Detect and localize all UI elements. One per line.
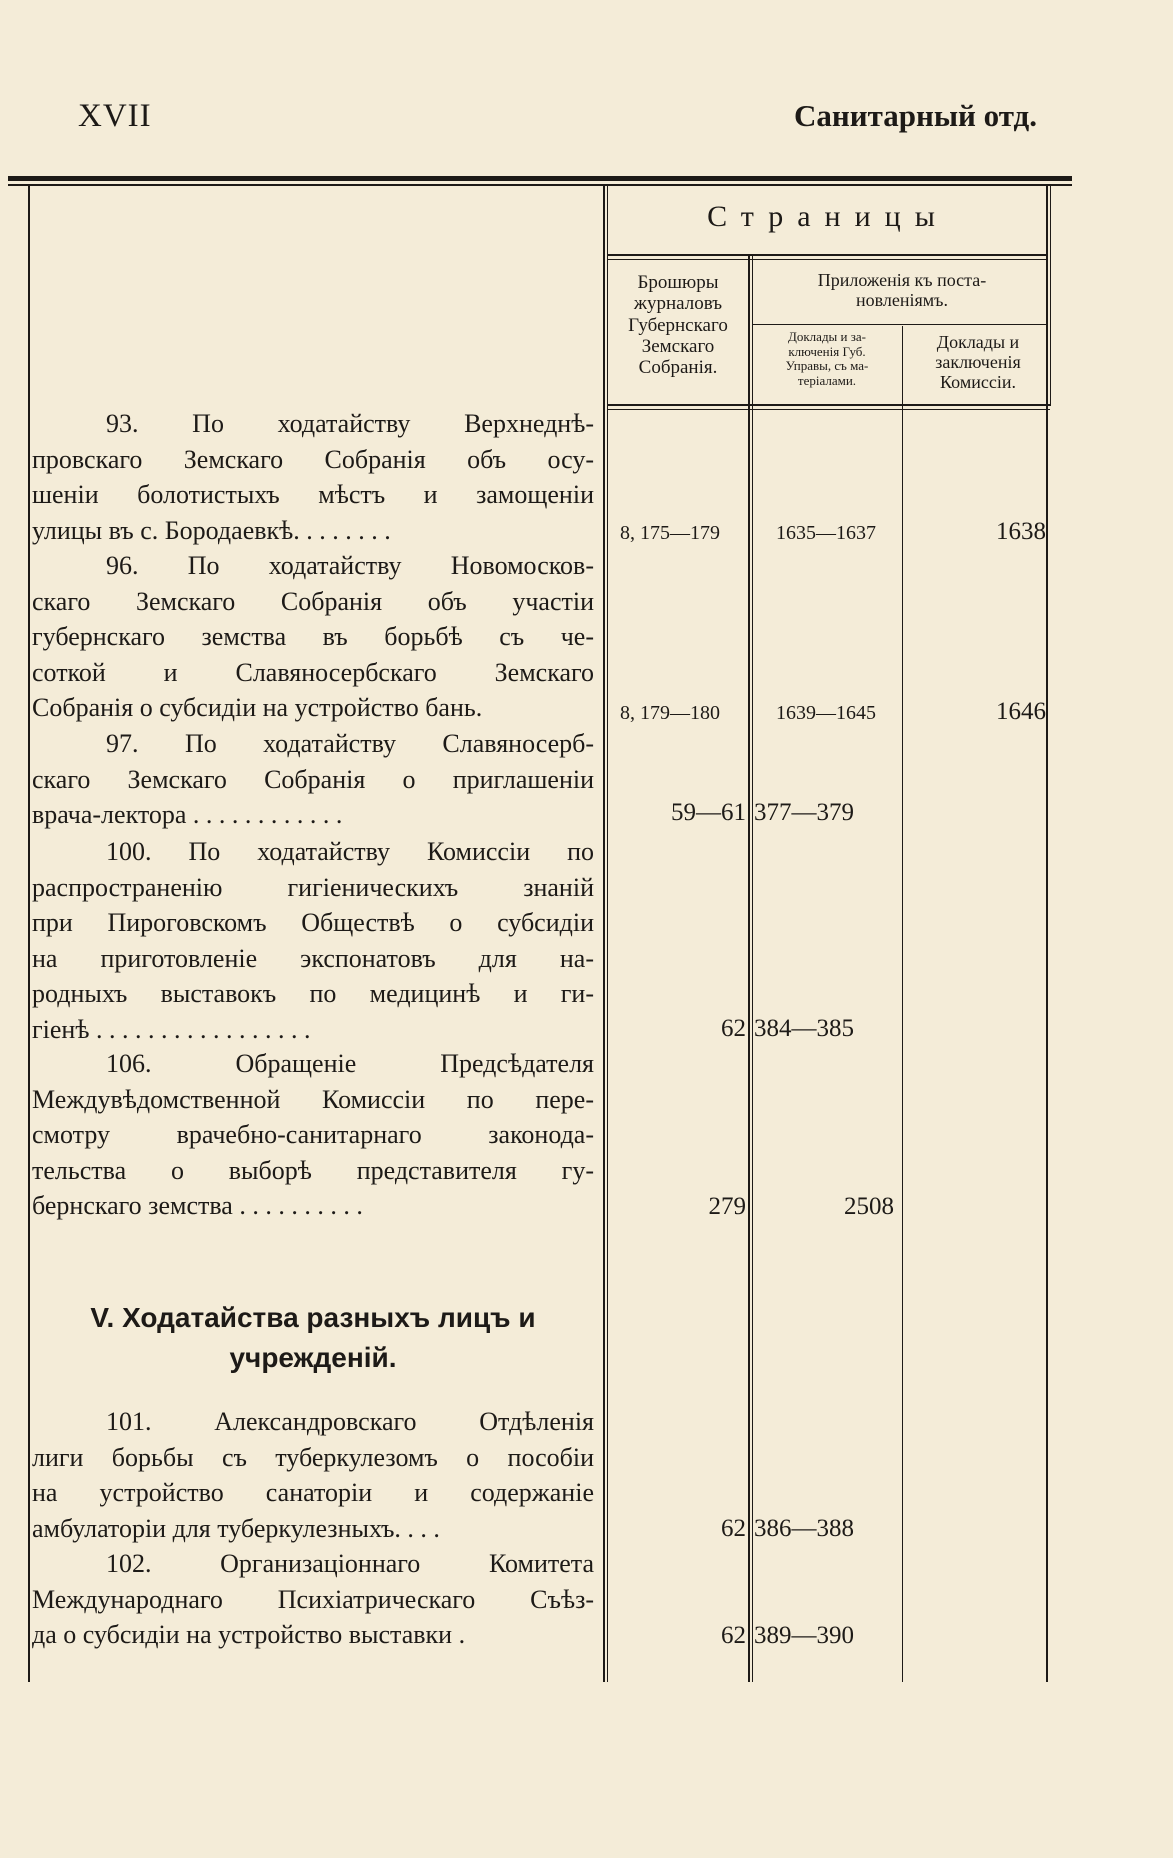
header-rule-2 <box>752 324 1048 325</box>
column-divider-b <box>902 326 903 1682</box>
entry-102-brochure-pages: 62 <box>721 1622 746 1649</box>
page-number: XVII <box>78 98 152 134</box>
entry-101-brochure-pages: 62 <box>721 1515 746 1542</box>
pages-header: Страницы <box>707 200 949 233</box>
entry-97-appendix-pages: 377—379 <box>754 799 854 826</box>
header-rule-3 <box>608 404 1050 406</box>
entry-100-brochure-pages: 62 <box>721 1015 746 1042</box>
header-rule-3b <box>608 409 1050 410</box>
entry-101-appendix-pages: 386—388 <box>754 1515 854 1542</box>
column-divider-main-inner <box>607 186 608 1682</box>
entry-93: 93. По ходатайству Верхнеднѣ- провскаго Земскаго Собранія объ осу- шеніи болотистыхъ мѣстъ и замощеніи улицы въ с. Бородаевкѣ. . . . . . . . <box>32 409 594 545</box>
column-header-brochures: Брошюры журналовъ Губернскаго Земскаго Собранія. <box>628 272 728 379</box>
entry-96-commission-pages: 1646 <box>996 698 1046 725</box>
entry-100-appendix-pages: 384—385 <box>754 1015 854 1042</box>
entry-96-appendix-pages: 1639—1645 <box>776 702 876 724</box>
entry-97: 97. По ходатайству Славяносерб- скаго Земскаго Собранія о приглашеніи врача-лектора . . . . . . . . . . . . <box>32 729 594 829</box>
entry-106: 106. Обращеніе Предсѣдателя Междувѣдомственной Комиссіи по пере- смотру врачебно-санитарнаго законода- тельства о выборѣ представителя гу- бернскаго земства . . . . . . . . . . <box>32 1049 594 1220</box>
column-divider-a <box>748 256 750 1682</box>
table-right-border <box>1046 186 1048 1682</box>
table-left-border <box>28 186 30 1682</box>
table-right-border-inner <box>1050 186 1051 406</box>
entry-96: 96. По ходатайству Новомосков- скаго Земскаго Собранія объ участіи губернскаго земства въ борьбѣ съ че- соткой и Славяносербскаго Земскаго Собранія о субсидіи на устройство бань. <box>32 551 594 722</box>
entry-93-commission-pages: 1638 <box>996 518 1046 545</box>
column-header-reports-board: Доклады и за- ключенія Губ. Управы, съ ма- теріалами. <box>785 329 869 388</box>
column-header-reports-commission: Доклады и заключенія Комиссіи. <box>935 332 1021 393</box>
running-header: Санитарный отд. <box>794 98 1037 133</box>
entry-93-brochure-pages: 8, 175—179 <box>620 522 720 544</box>
entry-93-appendix-pages: 1635—1637 <box>776 522 876 544</box>
column-divider-main <box>603 186 605 1682</box>
entry-102: 102. Организаціоннаго Комитета Международнаго Психіатрическаго Съѣз- да о субсидіи на устройство выставки . <box>32 1549 594 1649</box>
header-rule-1 <box>608 254 1048 256</box>
entry-100: 100. По ходатайству Комиссіи по распространенію гигіеническихъ знаній при Пироговскомъ Обществѣ о субсидіи на приготовленіе экспонатовъ для на- родныхъ выставокъ по медицинѣ и ги- гіенѣ . . . . . . . . . . . . . . . . . <box>32 837 594 1044</box>
entry-106-brochure-pages: 279 <box>708 1193 746 1220</box>
section-v-heading: V. Ходатайства разныхъ лицъ и учрежденій. <box>90 1302 536 1373</box>
entry-97-brochure-pages: 59—61 <box>671 799 746 826</box>
top-rule-thin <box>8 184 1072 186</box>
top-rule <box>8 176 1072 181</box>
entry-106-appendix-pages: 2508 <box>844 1193 894 1220</box>
header-rule-1b <box>608 259 1048 260</box>
entry-96-brochure-pages: 8, 179—180 <box>620 702 720 724</box>
column-divider-a-inner <box>752 256 753 1682</box>
column-header-appendices: Приложенія къ поста- новленіямъ. <box>817 270 987 311</box>
entry-101: 101. Александровскаго Отдѣленія лиги борьбы съ туберкулезомъ о пособіи на устройство санаторіи и содержаніе амбулаторіи для туберкулезныхъ. . . . <box>32 1407 594 1543</box>
entry-102-appendix-pages: 389—390 <box>754 1622 854 1649</box>
